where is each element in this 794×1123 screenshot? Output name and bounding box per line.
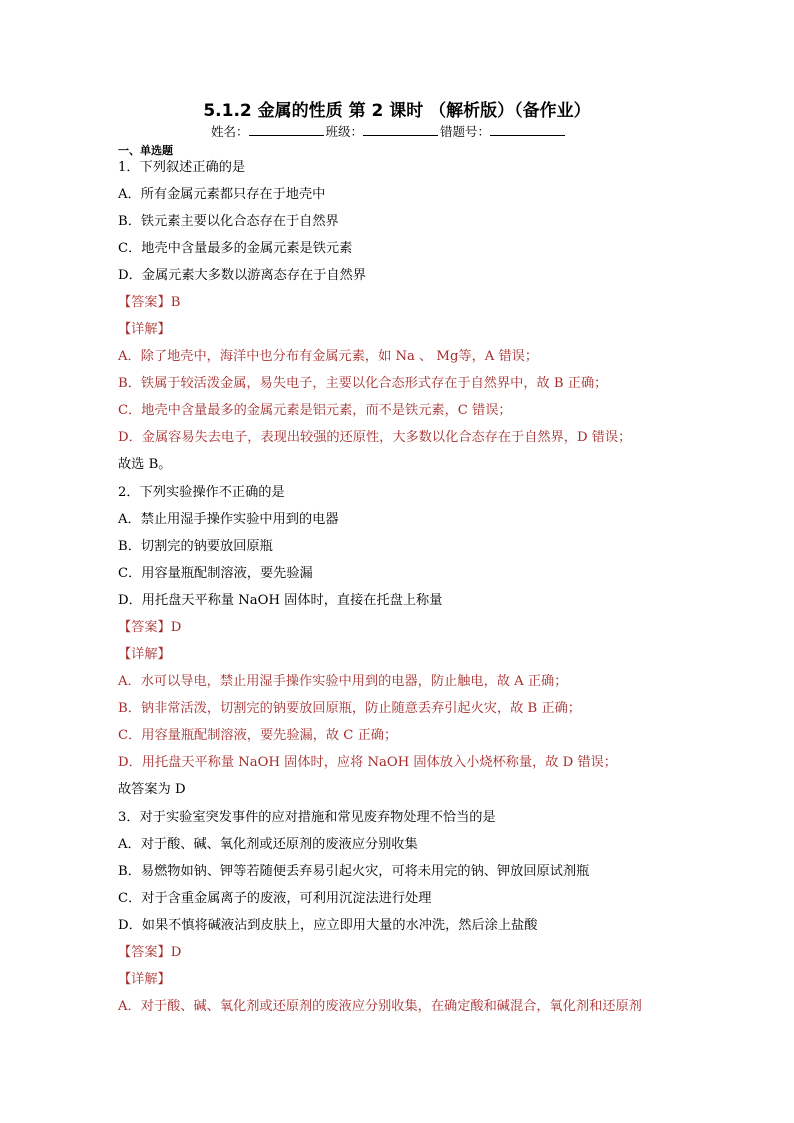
explain-heading: 【详解】 — [118, 647, 171, 662]
question-stem: 2．下列实验操作不正确的是 — [118, 485, 285, 500]
option-a: A．所有金属元素都只存在于地壳中 — [118, 187, 326, 202]
option-b: B．铁元素主要以化合态存在于自然界 — [118, 214, 339, 229]
explanation-b: B．钠非常活泼，切割完的钠要放回原瓶，防止随意丢弃引起火灾，故 B 正确； — [118, 701, 581, 716]
option-a: A．禁止用湿手操作实验中用到的电器 — [118, 512, 339, 527]
explanation-b: B．铁属于较活泼金属，易失电子，主要以化合态形式存在于自然界中，故 B 正确； — [118, 376, 608, 391]
name-label: 姓名： — [211, 124, 249, 139]
option-c: C．用容量瓶配制溶液，要先验漏 — [118, 566, 313, 581]
option-d: D．如果不慎将碱液沾到皮肤上，应立即用大量的水冲洗，然后涂上盐酸 — [118, 918, 538, 933]
explanation-c: C．用容量瓶配制溶液，要先验漏，故 C 正确； — [118, 728, 398, 743]
question-stem: 3．对于实验室突发事件的应对措施和常见废弃物处理不恰当的是 — [118, 810, 496, 825]
question-stem: 1．下列叙述正确的是 — [118, 160, 246, 175]
option-d: D．用托盘天平称量 NaOH 固体时，直接在托盘上称量 — [118, 593, 443, 608]
explanation-d: D．用托盘天平称量 NaOH 固体时，应将 NaOH 固体放入小烧杯称量，故 D 错误； — [118, 755, 617, 770]
explanation-d: D．金属容易失去电子，表现出较强的还原性，大多数以化合态存在于自然界，D 错误； — [118, 430, 632, 445]
error-label: 错题号： — [440, 124, 491, 139]
option-c: C．对于含重金属离子的废液，可利用沉淀法进行处理 — [118, 891, 432, 906]
error-blank[interactable] — [490, 123, 565, 136]
answer-label: 【答案】D — [118, 620, 182, 635]
explanation-a: A．除了地壳中，海洋中也分布有金属元素，如 Na 、 Mg等，A 错误； — [118, 349, 539, 364]
page-title: 5.1.2 金属的性质 第 2 课时 （解析版）（备作业） — [203, 101, 591, 121]
explain-heading: 【详解】 — [118, 322, 171, 337]
section-heading: 一、单选题 — [118, 144, 173, 157]
class-blank[interactable] — [363, 123, 438, 136]
answer-label: 【答案】D — [118, 945, 182, 960]
option-b: B．易燃物如钠、钾等若随便丢弃易引起火灾，可将未用完的钠、钾放回原试剂瓶 — [118, 864, 590, 879]
conclusion: 故答案为 D — [118, 782, 186, 797]
answer-label: 【答案】B — [118, 295, 181, 310]
student-info-line — [211, 122, 567, 140]
conclusion: 故选 B。 — [118, 457, 172, 472]
option-c: C．地壳中含量最多的金属元素是铁元素 — [118, 241, 353, 256]
option-d: D．金属元素大多数以游离态存在于自然界 — [118, 268, 366, 283]
name-blank[interactable] — [249, 123, 324, 136]
option-b: B．切割完的钠要放回原瓶 — [118, 539, 273, 554]
explanation-c: C．地壳中含量最多的金属元素是铝元素，而不是铁元素，C 错误； — [118, 403, 512, 418]
explanation-a: A．对于酸、碱、氧化剂或还原剂的废液应分别收集，在确定酸和碱混合，氧化剂和还原剂 — [118, 999, 642, 1014]
class-label: 班级： — [325, 124, 364, 139]
explain-heading: 【详解】 — [118, 972, 171, 987]
option-a: A．对于酸、碱、氧化剂或还原剂的废液应分别收集 — [118, 837, 418, 852]
explanation-a: A．水可以导电，禁止用湿手操作实验中用到的电器，防止触电，故 A 正确； — [118, 674, 568, 689]
